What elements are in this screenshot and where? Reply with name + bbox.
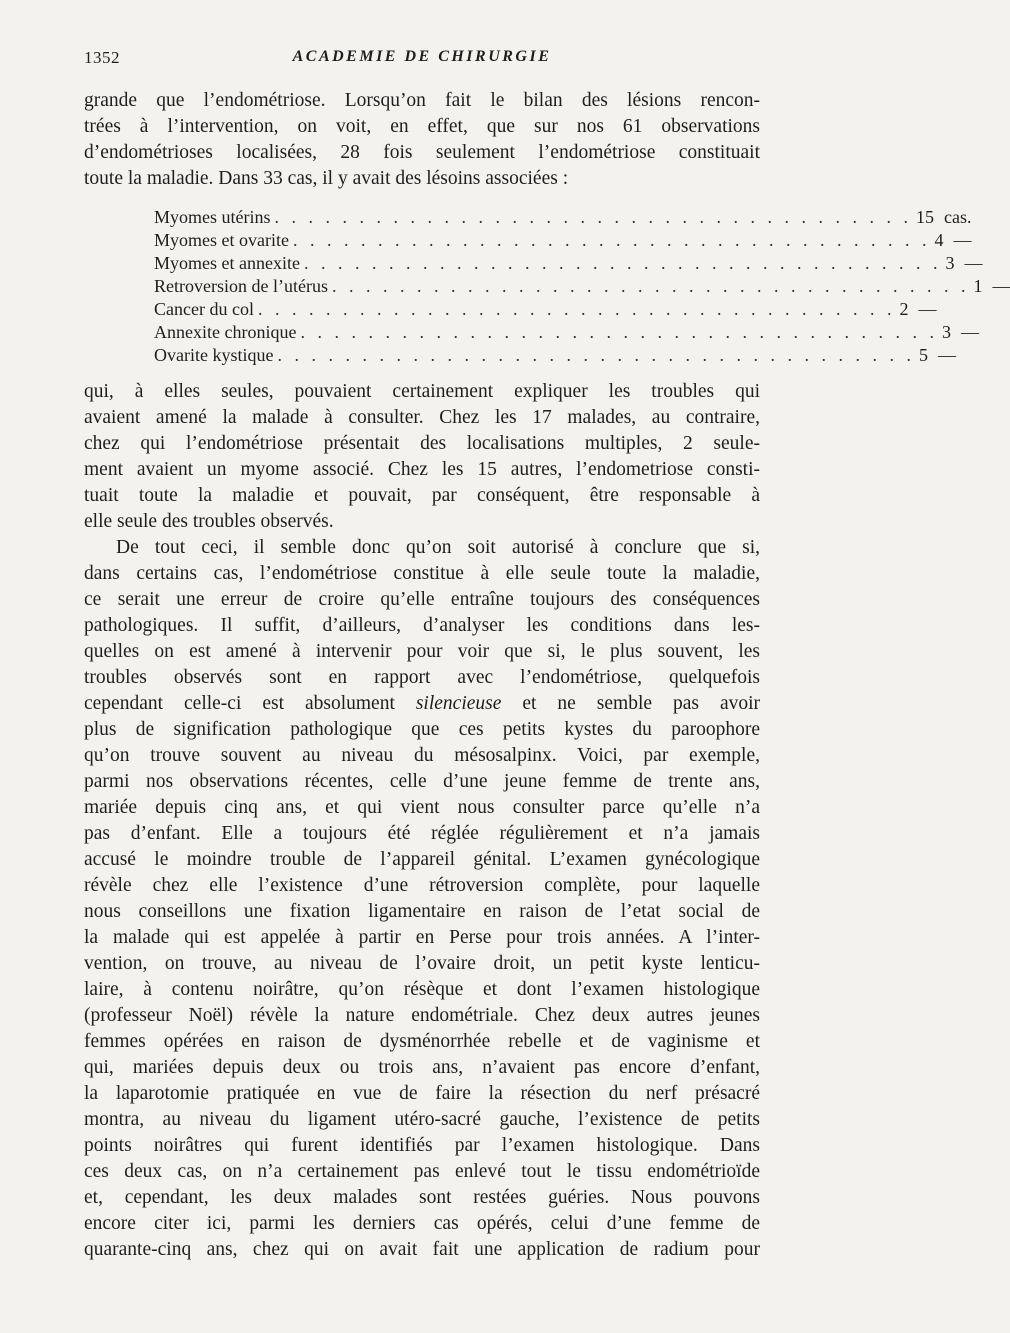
row-value: 15 (916, 207, 934, 227)
text-line: dans certains cas, l’endométriose constitue à elle seule toute la maladie, (84, 563, 760, 584)
table-row (154, 229, 972, 252)
paragraph-3 (84, 535, 760, 1263)
text-line: plus de signification pathologique que ces petits kystes du paroophore (84, 719, 760, 740)
row-value: 1 (973, 276, 983, 296)
leader-dots: . . . . . . . . . . . . . . . . . . . . . . . . . . . . . . . . . . . . . . (292, 230, 931, 250)
text-line: quelles on est amené à intervenir pour voir que si, le plus souvent, les (84, 641, 760, 662)
text-line: laire, à contenu noirâtre, qu’on résèque et dont l’examen histologique (84, 979, 760, 1000)
text-line: avaient amené la malade à consulter. Chez les 17 malades, au contraire, (84, 407, 760, 428)
row-unit: — (953, 230, 972, 250)
row-label: Cancer du col (154, 299, 254, 319)
row-label: Myomes et annexite (154, 253, 300, 273)
text-line: chez qui l’endométriose présentait des localisations multiples, 2 seule- (84, 433, 760, 454)
row-label: Retroversion de l’utérus (154, 276, 328, 296)
table-row (154, 321, 979, 344)
leader-dots: . . . . . . . . . . . . . . . . . . . . . . . . . . . . . . . . . . . . . . (277, 345, 915, 365)
page-header (84, 48, 760, 74)
text-line: ce serait une erreur de croire qu’elle entraîne toujours des conséquences (84, 589, 760, 610)
row-value: 5 (918, 345, 928, 365)
text-line: pas d’enfant. Elle a toujours été réglée régulièrement et n’a jamais (84, 823, 760, 844)
text-line: vention, on trouve, au niveau de l’ovaire droit, un petit kyste lenticu- (84, 953, 760, 974)
row-unit: — (937, 345, 956, 365)
row-label: Myomes et ovarite (154, 230, 289, 250)
text-line: De tout ceci, il semble donc qu’on soit autorisé à conclure que si, (116, 537, 760, 558)
table-row (154, 275, 1010, 298)
leader-dots: . . . . . . . . . . . . . . . . . . . . . . . . . . . . . . . . . . . . . . (300, 322, 938, 342)
table-row (154, 298, 937, 321)
row-label: Myomes utérins (154, 207, 271, 227)
italic-word: silencieuse (415, 693, 502, 714)
text-line: elle seule des troubles observés. (84, 511, 334, 532)
text-line: grande que l’endométriose. Lorsqu’on fait le bilan des lésions rencon- (84, 90, 760, 111)
row-unit: — (960, 322, 979, 342)
text-line: (professeur Noël) révèle la nature endométriale. Chez deux autres jeunes (84, 1005, 760, 1026)
lesions-table (84, 206, 1010, 367)
text-line: pathologiques. Il suffit, d’ailleurs, d’analyser les conditions dans les- (84, 615, 760, 636)
row-unit: — (918, 299, 937, 319)
text-line: qu’on trouve souvent au niveau du mésosalpinx. Voici, par exemple, (84, 745, 760, 766)
text-line: trées à l’intervention, on voit, en effet, que sur nos 61 observations (84, 116, 760, 137)
row-unit: cas. (944, 207, 972, 227)
leader-dots: . . . . . . . . . . . . . . . . . . . . . . . . . . . . . . . . . . . . . . (257, 299, 896, 319)
text-line: accusé le moindre trouble de l’appareil génital. L’examen gynécologique (84, 849, 760, 870)
text-line: montra, au niveau du ligament utéro-sacré gauche, l’existence de petits (84, 1109, 760, 1130)
text-line: révèle chez elle l’existence d’une rétroversion complète, pour laquelle (84, 875, 760, 896)
text-line: la malade qui est appelée à partir en Perse pour trois années. A l’inter- (84, 927, 760, 948)
row-unit: — (964, 253, 983, 273)
row-value: 4 (934, 230, 944, 250)
text-line: encore citer ici, parmi les derniers cas opérés, celui d’une femme de (84, 1213, 760, 1234)
text-line: nous conseillons une fixation ligamentaire en raison de l’etat social de (84, 901, 760, 922)
table-row (154, 252, 983, 275)
page-number: 1352 (84, 48, 120, 67)
text-line: quarante-cinq ans, chez qui on avait fait une application de radium pour (84, 1239, 760, 1260)
text-line (84, 691, 760, 717)
text-line: la laparotomie pratiquée en vue de faire la résection du nerf présacré (84, 1083, 760, 1104)
text-line: mariée depuis cinq ans, et qui vient nous consulter parce qu’elle n’a (84, 797, 760, 818)
row-unit: — (992, 276, 1010, 296)
table-row (154, 344, 956, 367)
text-line: femmes opérées en raison de dysménorrhée rebelle et de vaginisme et (84, 1031, 760, 1052)
text-line: qui, mariées depuis deux ou trois ans, n’avaient pas encore d’enfant, (84, 1057, 760, 1078)
text-line: d’endométrioses localisées, 28 fois seulement l’endométriose constituait (84, 142, 760, 163)
row-value: 2 (899, 299, 909, 319)
text-line: troubles observés sont en rapport avec l’endométriose, quelquefois (84, 667, 760, 688)
text-line: et, cependant, les deux malades sont restées guéries. Nous pouvons (84, 1187, 760, 1208)
row-value: 3 (945, 253, 955, 273)
text-line: parmi nos observations récentes, celle d’une jeune femme de trente ans, (84, 771, 760, 792)
row-label: Ovarite kystique (154, 345, 274, 365)
running-title: ACADEMIE DE CHIRURGIE (292, 48, 552, 65)
leader-dots: . . . . . . . . . . . . . . . . . . . . . . . . . . . . . . . . . . . . . . (303, 253, 942, 273)
text-line: qui, à elles seules, pouvaient certainement expliquer les troubles qui (84, 381, 760, 402)
text-segment: cependant celle-ci est absolument (84, 693, 395, 714)
paragraph-2 (84, 379, 760, 535)
leader-dots: . . . . . . . . . . . . . . . . . . . . . . . . . . . . . . . . . . . . . . (331, 276, 970, 296)
text-line: toute la maladie. Dans 33 cas, il y avait des lésoins associées : (84, 168, 569, 189)
leader-dots: . . . . . . . . . . . . . . . . . . . . . . . . . . . . . . . . . . . . . . (274, 207, 912, 227)
text-line: tuait toute la maladie et pouvait, par conséquent, être responsable à (84, 485, 760, 506)
text-line: ces deux cas, on n’a certainement pas enlevé tout le tissu endométrioïde (84, 1161, 760, 1182)
text-line: ment avaient un myome associé. Chez les 15 autres, l’endometriose consti- (84, 459, 760, 480)
table-row (154, 206, 972, 229)
paragraph-1 (84, 88, 760, 192)
page-body (84, 88, 1010, 1263)
text-segment: et ne semble pas avoir (522, 693, 761, 714)
row-label: Annexite chronique (154, 322, 297, 342)
text-line: points noirâtres qui furent identifiés par l’examen histologique. Dans (84, 1135, 760, 1156)
row-value: 3 (941, 322, 951, 342)
